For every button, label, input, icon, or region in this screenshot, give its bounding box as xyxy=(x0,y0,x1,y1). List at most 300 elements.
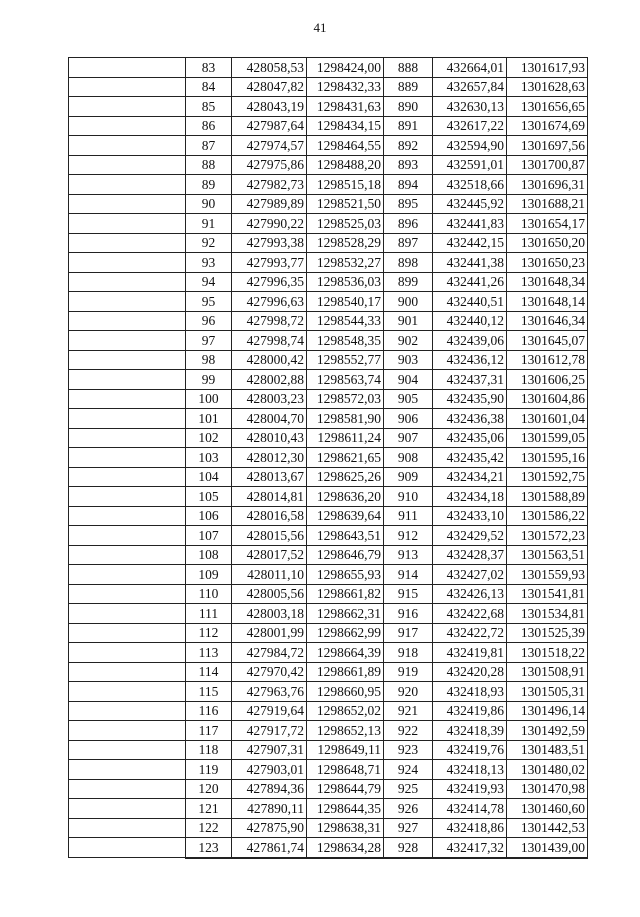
point-number-b-cell: 925 xyxy=(384,779,433,799)
point-number-a-cell: 109 xyxy=(186,565,232,585)
table-row xyxy=(69,292,588,312)
table-row xyxy=(69,253,588,273)
y-coordinate-b-cell: 1301518,22 xyxy=(507,643,588,663)
y-coordinate-a-cell: 1298488,20 xyxy=(307,155,384,175)
y-coordinate-a-cell: 1298432,33 xyxy=(307,77,384,97)
y-coordinate-b-cell: 1301617,93 xyxy=(507,58,588,78)
x-coordinate-b-cell: 432441,26 xyxy=(433,272,507,292)
y-coordinate-a-cell: 1298434,15 xyxy=(307,116,384,136)
y-coordinate-a-cell: 1298581,90 xyxy=(307,409,384,429)
y-coordinate-b-cell: 1301492,59 xyxy=(507,721,588,741)
label-column-cell xyxy=(69,565,186,585)
table-row xyxy=(69,214,588,234)
table-row xyxy=(69,350,588,370)
x-coordinate-b-cell: 432434,18 xyxy=(433,487,507,507)
point-number-a-cell: 93 xyxy=(186,253,232,273)
y-coordinate-b-cell: 1301483,51 xyxy=(507,740,588,760)
point-number-b-cell: 912 xyxy=(384,526,433,546)
label-column-cell xyxy=(69,662,186,682)
x-coordinate-b-cell: 432617,22 xyxy=(433,116,507,136)
point-number-a-cell: 100 xyxy=(186,389,232,409)
point-number-a-cell: 122 xyxy=(186,818,232,838)
x-coordinate-a-cell: 427998,72 xyxy=(232,311,307,331)
x-coordinate-b-cell: 432436,38 xyxy=(433,409,507,429)
y-coordinate-a-cell: 1298544,33 xyxy=(307,311,384,331)
point-number-b-cell: 917 xyxy=(384,623,433,643)
label-column-cell xyxy=(69,58,186,78)
y-coordinate-b-cell: 1301654,17 xyxy=(507,214,588,234)
x-coordinate-b-cell: 432434,21 xyxy=(433,467,507,487)
x-coordinate-b-cell: 432433,10 xyxy=(433,506,507,526)
y-coordinate-b-cell: 1301460,60 xyxy=(507,799,588,819)
y-coordinate-b-cell: 1301588,89 xyxy=(507,487,588,507)
y-coordinate-b-cell: 1301697,56 xyxy=(507,136,588,156)
y-coordinate-a-cell: 1298662,31 xyxy=(307,604,384,624)
y-coordinate-b-cell: 1301572,23 xyxy=(507,526,588,546)
table-row xyxy=(69,194,588,214)
x-coordinate-b-cell: 432418,13 xyxy=(433,760,507,780)
table-row xyxy=(69,272,588,292)
label-column-cell xyxy=(69,116,186,136)
x-coordinate-b-cell: 432419,76 xyxy=(433,740,507,760)
x-coordinate-b-cell: 432419,86 xyxy=(433,701,507,721)
y-coordinate-b-cell: 1301559,93 xyxy=(507,565,588,585)
y-coordinate-a-cell: 1298652,02 xyxy=(307,701,384,721)
point-number-b-cell: 896 xyxy=(384,214,433,234)
x-coordinate-a-cell: 427894,36 xyxy=(232,779,307,799)
point-number-b-cell: 906 xyxy=(384,409,433,429)
y-coordinate-a-cell: 1298661,82 xyxy=(307,584,384,604)
x-coordinate-b-cell: 432420,28 xyxy=(433,662,507,682)
table-row xyxy=(69,58,588,78)
y-coordinate-b-cell: 1301700,87 xyxy=(507,155,588,175)
x-coordinate-b-cell: 432440,51 xyxy=(433,292,507,312)
y-coordinate-b-cell: 1301696,31 xyxy=(507,175,588,195)
y-coordinate-a-cell: 1298636,20 xyxy=(307,487,384,507)
x-coordinate-a-cell: 428002,88 xyxy=(232,370,307,390)
x-coordinate-b-cell: 432414,78 xyxy=(433,799,507,819)
x-coordinate-a-cell: 428017,52 xyxy=(232,545,307,565)
x-coordinate-b-cell: 432440,12 xyxy=(433,311,507,331)
table-row xyxy=(69,409,588,429)
x-coordinate-b-cell: 432427,02 xyxy=(433,565,507,585)
y-coordinate-a-cell: 1298649,11 xyxy=(307,740,384,760)
point-number-a-cell: 105 xyxy=(186,487,232,507)
label-column-cell xyxy=(69,194,186,214)
x-coordinate-a-cell: 428014,81 xyxy=(232,487,307,507)
label-column-cell xyxy=(69,77,186,97)
point-number-b-cell: 895 xyxy=(384,194,433,214)
y-coordinate-a-cell: 1298515,18 xyxy=(307,175,384,195)
y-coordinate-a-cell: 1298625,26 xyxy=(307,467,384,487)
point-number-b-cell: 909 xyxy=(384,467,433,487)
y-coordinate-a-cell: 1298552,77 xyxy=(307,350,384,370)
x-coordinate-b-cell: 432518,66 xyxy=(433,175,507,195)
y-coordinate-b-cell: 1301612,78 xyxy=(507,350,588,370)
y-coordinate-a-cell: 1298528,29 xyxy=(307,233,384,253)
x-coordinate-b-cell: 432664,01 xyxy=(433,58,507,78)
x-coordinate-b-cell: 432445,92 xyxy=(433,194,507,214)
y-coordinate-a-cell: 1298548,35 xyxy=(307,331,384,351)
table-row xyxy=(69,487,588,507)
point-number-b-cell: 908 xyxy=(384,448,433,468)
point-number-a-cell: 123 xyxy=(186,838,232,858)
x-coordinate-b-cell: 432429,52 xyxy=(433,526,507,546)
point-number-a-cell: 95 xyxy=(186,292,232,312)
table-row xyxy=(69,97,588,117)
point-number-a-cell: 85 xyxy=(186,97,232,117)
label-column-cell xyxy=(69,799,186,819)
point-number-a-cell: 99 xyxy=(186,370,232,390)
x-coordinate-a-cell: 428003,18 xyxy=(232,604,307,624)
point-number-a-cell: 118 xyxy=(186,740,232,760)
point-number-b-cell: 904 xyxy=(384,370,433,390)
x-coordinate-b-cell: 432630,13 xyxy=(433,97,507,117)
x-coordinate-b-cell: 432418,86 xyxy=(433,818,507,838)
y-coordinate-a-cell: 1298664,39 xyxy=(307,643,384,663)
y-coordinate-a-cell: 1298655,93 xyxy=(307,565,384,585)
point-number-a-cell: 107 xyxy=(186,526,232,546)
label-column-cell xyxy=(69,370,186,390)
point-number-b-cell: 902 xyxy=(384,331,433,351)
x-coordinate-a-cell: 428001,99 xyxy=(232,623,307,643)
point-number-a-cell: 111 xyxy=(186,604,232,624)
x-coordinate-a-cell: 427875,90 xyxy=(232,818,307,838)
x-coordinate-b-cell: 432436,12 xyxy=(433,350,507,370)
y-coordinate-b-cell: 1301601,04 xyxy=(507,409,588,429)
point-number-a-cell: 101 xyxy=(186,409,232,429)
x-coordinate-b-cell: 432591,01 xyxy=(433,155,507,175)
x-coordinate-b-cell: 432418,93 xyxy=(433,682,507,702)
point-number-b-cell: 898 xyxy=(384,253,433,273)
y-coordinate-a-cell: 1298525,03 xyxy=(307,214,384,234)
y-coordinate-a-cell: 1298652,13 xyxy=(307,721,384,741)
point-number-b-cell: 905 xyxy=(384,389,433,409)
label-column-cell xyxy=(69,740,186,760)
y-coordinate-b-cell: 1301650,23 xyxy=(507,253,588,273)
point-number-a-cell: 103 xyxy=(186,448,232,468)
label-column-cell xyxy=(69,155,186,175)
table-row xyxy=(69,155,588,175)
y-coordinate-a-cell: 1298660,95 xyxy=(307,682,384,702)
x-coordinate-b-cell: 432437,31 xyxy=(433,370,507,390)
label-column-cell xyxy=(69,233,186,253)
point-number-b-cell: 889 xyxy=(384,77,433,97)
point-number-a-cell: 84 xyxy=(186,77,232,97)
table-row xyxy=(69,448,588,468)
point-number-a-cell: 110 xyxy=(186,584,232,604)
y-coordinate-b-cell: 1301646,34 xyxy=(507,311,588,331)
y-coordinate-a-cell: 1298644,35 xyxy=(307,799,384,819)
point-number-b-cell: 894 xyxy=(384,175,433,195)
table-row xyxy=(69,389,588,409)
y-coordinate-a-cell: 1298464,55 xyxy=(307,136,384,156)
x-coordinate-a-cell: 427996,63 xyxy=(232,292,307,312)
y-coordinate-a-cell: 1298638,31 xyxy=(307,818,384,838)
x-coordinate-a-cell: 427919,64 xyxy=(232,701,307,721)
table-row xyxy=(69,721,588,741)
x-coordinate-a-cell: 428013,67 xyxy=(232,467,307,487)
y-coordinate-a-cell: 1298424,00 xyxy=(307,58,384,78)
point-number-a-cell: 106 xyxy=(186,506,232,526)
y-coordinate-b-cell: 1301648,14 xyxy=(507,292,588,312)
label-column-cell xyxy=(69,311,186,331)
x-coordinate-a-cell: 427861,74 xyxy=(232,838,307,858)
x-coordinate-a-cell: 427993,38 xyxy=(232,233,307,253)
point-number-b-cell: 927 xyxy=(384,818,433,838)
y-coordinate-b-cell: 1301656,65 xyxy=(507,97,588,117)
x-coordinate-a-cell: 427987,64 xyxy=(232,116,307,136)
x-coordinate-a-cell: 427974,57 xyxy=(232,136,307,156)
point-number-a-cell: 117 xyxy=(186,721,232,741)
x-coordinate-a-cell: 428043,19 xyxy=(232,97,307,117)
point-number-b-cell: 914 xyxy=(384,565,433,585)
point-number-b-cell: 900 xyxy=(384,292,433,312)
y-coordinate-b-cell: 1301508,91 xyxy=(507,662,588,682)
label-column-cell xyxy=(69,545,186,565)
table-row xyxy=(69,77,588,97)
x-coordinate-a-cell: 428000,42 xyxy=(232,350,307,370)
x-coordinate-b-cell: 432435,90 xyxy=(433,389,507,409)
label-column-cell xyxy=(69,584,186,604)
label-column-cell xyxy=(69,350,186,370)
y-coordinate-b-cell: 1301604,86 xyxy=(507,389,588,409)
label-column-cell xyxy=(69,604,186,624)
y-coordinate-a-cell: 1298536,03 xyxy=(307,272,384,292)
y-coordinate-a-cell: 1298643,51 xyxy=(307,526,384,546)
point-number-b-cell: 922 xyxy=(384,721,433,741)
point-number-b-cell: 924 xyxy=(384,760,433,780)
y-coordinate-b-cell: 1301563,51 xyxy=(507,545,588,565)
coordinates-table-wrapper xyxy=(68,57,588,859)
y-coordinate-b-cell: 1301592,75 xyxy=(507,467,588,487)
y-coordinate-b-cell: 1301496,14 xyxy=(507,701,588,721)
point-number-b-cell: 920 xyxy=(384,682,433,702)
y-coordinate-a-cell: 1298639,64 xyxy=(307,506,384,526)
point-number-a-cell: 112 xyxy=(186,623,232,643)
x-coordinate-a-cell: 428005,56 xyxy=(232,584,307,604)
label-column-cell xyxy=(69,467,186,487)
x-coordinate-a-cell: 427996,35 xyxy=(232,272,307,292)
point-number-b-cell: 923 xyxy=(384,740,433,760)
x-coordinate-a-cell: 428058,53 xyxy=(232,58,307,78)
point-number-a-cell: 90 xyxy=(186,194,232,214)
x-coordinate-a-cell: 427989,89 xyxy=(232,194,307,214)
point-number-a-cell: 87 xyxy=(186,136,232,156)
point-number-b-cell: 916 xyxy=(384,604,433,624)
point-number-b-cell: 915 xyxy=(384,584,433,604)
y-coordinate-b-cell: 1301439,00 xyxy=(507,838,588,858)
y-coordinate-b-cell: 1301541,81 xyxy=(507,584,588,604)
y-coordinate-a-cell: 1298611,24 xyxy=(307,428,384,448)
y-coordinate-b-cell: 1301674,69 xyxy=(507,116,588,136)
table-row xyxy=(69,779,588,799)
y-coordinate-a-cell: 1298662,99 xyxy=(307,623,384,643)
x-coordinate-a-cell: 427903,01 xyxy=(232,760,307,780)
label-column-cell xyxy=(69,487,186,507)
label-column-cell xyxy=(69,136,186,156)
y-coordinate-a-cell: 1298644,79 xyxy=(307,779,384,799)
x-coordinate-a-cell: 428012,30 xyxy=(232,448,307,468)
x-coordinate-a-cell: 428016,58 xyxy=(232,506,307,526)
table-row xyxy=(69,662,588,682)
label-column-cell xyxy=(69,779,186,799)
x-coordinate-a-cell: 428047,82 xyxy=(232,77,307,97)
x-coordinate-a-cell: 427907,31 xyxy=(232,740,307,760)
y-coordinate-a-cell: 1298648,71 xyxy=(307,760,384,780)
point-number-a-cell: 104 xyxy=(186,467,232,487)
y-coordinate-a-cell: 1298634,28 xyxy=(307,838,384,858)
label-column-cell xyxy=(69,623,186,643)
point-number-b-cell: 888 xyxy=(384,58,433,78)
y-coordinate-b-cell: 1301480,02 xyxy=(507,760,588,780)
y-coordinate-a-cell: 1298521,50 xyxy=(307,194,384,214)
x-coordinate-a-cell: 428011,10 xyxy=(232,565,307,585)
y-coordinate-a-cell: 1298532,27 xyxy=(307,253,384,273)
point-number-b-cell: 897 xyxy=(384,233,433,253)
x-coordinate-b-cell: 432418,39 xyxy=(433,721,507,741)
point-number-a-cell: 119 xyxy=(186,760,232,780)
table-row xyxy=(69,682,588,702)
point-number-a-cell: 91 xyxy=(186,214,232,234)
point-number-a-cell: 92 xyxy=(186,233,232,253)
table-row xyxy=(69,799,588,819)
point-number-a-cell: 86 xyxy=(186,116,232,136)
x-coordinate-a-cell: 428004,70 xyxy=(232,409,307,429)
table-row xyxy=(69,136,588,156)
y-coordinate-b-cell: 1301586,22 xyxy=(507,506,588,526)
point-number-b-cell: 907 xyxy=(384,428,433,448)
label-column-cell xyxy=(69,409,186,429)
x-coordinate-a-cell: 427993,77 xyxy=(232,253,307,273)
table-row xyxy=(69,370,588,390)
label-column-cell xyxy=(69,448,186,468)
table-row xyxy=(69,116,588,136)
label-column-cell xyxy=(69,214,186,234)
y-coordinate-b-cell: 1301648,34 xyxy=(507,272,588,292)
label-column-cell xyxy=(69,331,186,351)
point-number-a-cell: 102 xyxy=(186,428,232,448)
table-row xyxy=(69,701,588,721)
point-number-b-cell: 899 xyxy=(384,272,433,292)
y-coordinate-b-cell: 1301650,20 xyxy=(507,233,588,253)
table-row xyxy=(69,818,588,838)
label-column-cell xyxy=(69,701,186,721)
x-coordinate-b-cell: 432428,37 xyxy=(433,545,507,565)
x-coordinate-b-cell: 432441,83 xyxy=(433,214,507,234)
label-column-cell xyxy=(69,526,186,546)
point-number-b-cell: 901 xyxy=(384,311,433,331)
label-column-cell xyxy=(69,428,186,448)
y-coordinate-a-cell: 1298621,65 xyxy=(307,448,384,468)
y-coordinate-a-cell: 1298540,17 xyxy=(307,292,384,312)
x-coordinate-a-cell: 427890,11 xyxy=(232,799,307,819)
label-column-cell xyxy=(69,818,186,838)
x-coordinate-a-cell: 427990,22 xyxy=(232,214,307,234)
y-coordinate-b-cell: 1301606,25 xyxy=(507,370,588,390)
y-coordinate-a-cell: 1298646,79 xyxy=(307,545,384,565)
label-column-cell xyxy=(69,253,186,273)
label-column-cell xyxy=(69,272,186,292)
label-column-cell xyxy=(69,97,186,117)
point-number-b-cell: 891 xyxy=(384,116,433,136)
x-coordinate-a-cell: 427917,72 xyxy=(232,721,307,741)
y-coordinate-b-cell: 1301645,07 xyxy=(507,331,588,351)
x-coordinate-b-cell: 432426,13 xyxy=(433,584,507,604)
point-number-a-cell: 113 xyxy=(186,643,232,663)
coordinates-table xyxy=(68,57,588,859)
y-coordinate-b-cell: 1301628,63 xyxy=(507,77,588,97)
table-row xyxy=(69,740,588,760)
y-coordinate-b-cell: 1301599,05 xyxy=(507,428,588,448)
x-coordinate-a-cell: 428010,43 xyxy=(232,428,307,448)
coordinates-table-body xyxy=(69,58,588,858)
table-row xyxy=(69,565,588,585)
point-number-b-cell: 918 xyxy=(384,643,433,663)
point-number-a-cell: 96 xyxy=(186,311,232,331)
point-number-a-cell: 98 xyxy=(186,350,232,370)
point-number-b-cell: 926 xyxy=(384,799,433,819)
x-coordinate-a-cell: 427963,76 xyxy=(232,682,307,702)
point-number-a-cell: 108 xyxy=(186,545,232,565)
x-coordinate-b-cell: 432442,15 xyxy=(433,233,507,253)
label-column-cell xyxy=(69,643,186,663)
table-row xyxy=(69,760,588,780)
y-coordinate-a-cell: 1298572,03 xyxy=(307,389,384,409)
x-coordinate-a-cell: 427970,42 xyxy=(232,662,307,682)
label-column-cell xyxy=(69,389,186,409)
point-number-a-cell: 88 xyxy=(186,155,232,175)
x-coordinate-a-cell: 427982,73 xyxy=(232,175,307,195)
point-number-b-cell: 911 xyxy=(384,506,433,526)
label-column-cell xyxy=(69,506,186,526)
y-coordinate-b-cell: 1301442,53 xyxy=(507,818,588,838)
label-column-cell xyxy=(69,760,186,780)
y-coordinate-a-cell: 1298431,63 xyxy=(307,97,384,117)
x-coordinate-a-cell: 427975,86 xyxy=(232,155,307,175)
table-row xyxy=(69,311,588,331)
table-row xyxy=(69,584,588,604)
y-coordinate-b-cell: 1301525,39 xyxy=(507,623,588,643)
point-number-a-cell: 121 xyxy=(186,799,232,819)
table-row xyxy=(69,643,588,663)
table-row xyxy=(69,331,588,351)
x-coordinate-b-cell: 432422,68 xyxy=(433,604,507,624)
point-number-a-cell: 89 xyxy=(186,175,232,195)
label-column-cell xyxy=(69,721,186,741)
x-coordinate-b-cell: 432419,93 xyxy=(433,779,507,799)
x-coordinate-b-cell: 432435,42 xyxy=(433,448,507,468)
x-coordinate-b-cell: 432435,06 xyxy=(433,428,507,448)
point-number-b-cell: 890 xyxy=(384,97,433,117)
table-row xyxy=(69,526,588,546)
table-row xyxy=(69,838,588,858)
table-row xyxy=(69,233,588,253)
point-number-b-cell: 919 xyxy=(384,662,433,682)
label-column-cell xyxy=(69,175,186,195)
point-number-b-cell: 913 xyxy=(384,545,433,565)
point-number-a-cell: 83 xyxy=(186,58,232,78)
y-coordinate-b-cell: 1301688,21 xyxy=(507,194,588,214)
point-number-b-cell: 921 xyxy=(384,701,433,721)
y-coordinate-b-cell: 1301534,81 xyxy=(507,604,588,624)
point-number-a-cell: 116 xyxy=(186,701,232,721)
label-column-cell xyxy=(69,838,186,858)
point-number-b-cell: 910 xyxy=(384,487,433,507)
x-coordinate-b-cell: 432594,90 xyxy=(433,136,507,156)
x-coordinate-b-cell: 432419,81 xyxy=(433,643,507,663)
y-coordinate-b-cell: 1301505,31 xyxy=(507,682,588,702)
